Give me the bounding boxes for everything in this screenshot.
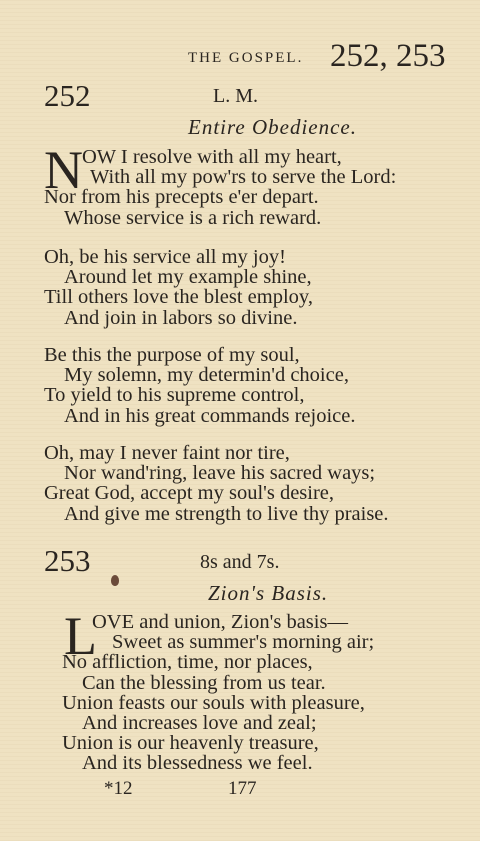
verse-4 (44, 443, 389, 524)
verse-3 (44, 345, 355, 426)
running-head: THE GOSPEL. (188, 50, 304, 66)
ornament-icon (111, 575, 119, 586)
verse-line: Nor from his precepts e'er depart. (44, 186, 319, 209)
verse-line: With all my pow'rs to serve the Lord: (90, 166, 397, 189)
signature-mark: *12 (104, 778, 133, 799)
page-hymn-numbers: 252, 253 (330, 38, 446, 74)
verse-line: Sweet as summer's morning air; (112, 631, 375, 654)
verse-line: Nor wand'ring, leave his sacred ways; (64, 462, 376, 485)
verse-line: And in his great commands rejoice. (64, 404, 356, 427)
verse-line: Great God, accept my soul's desire, (44, 482, 335, 505)
verse-line: Oh, be his service all my joy! (44, 246, 286, 268)
verse-line: Whose service is a rich reward. (64, 206, 322, 229)
verse-2 (44, 247, 313, 328)
hymn-number: 252 (44, 78, 91, 113)
verse-line: And join in labors so divine. (64, 306, 298, 329)
hymn-title: Entire Obedience. (188, 115, 357, 139)
verse-line: No affliction, time, nor places, (62, 651, 313, 674)
verse-line: Can the blessing from us tear. (82, 671, 326, 694)
hymn-number: 253 (44, 543, 91, 578)
verse-line: Till others love the blest employ, (44, 286, 313, 309)
verse-1 (62, 606, 375, 775)
verse-line: Around let my example shine, (64, 266, 312, 289)
verse-line: Oh, may I never faint nor tire, (44, 442, 290, 464)
hymn-meter: L. M. (213, 85, 258, 107)
verse-line: And its blessedness we feel. (82, 752, 313, 775)
verse-line: Be this the purpose of my soul, (44, 344, 300, 366)
drop-cap: N (44, 140, 83, 200)
verse-line: And increases love and zeal; (82, 711, 317, 734)
verse-1 (44, 140, 397, 229)
hymn-title: Zion's Basis. (208, 581, 329, 605)
verse-line: OW I resolve with all my heart, (82, 146, 342, 168)
page-number: 177 (228, 778, 257, 799)
verse-line: Union feasts our souls with pleasure, (62, 691, 365, 714)
verse-line: Union is our heavenly treasure, (62, 732, 319, 755)
drop-cap: L (64, 606, 97, 666)
verse-line: And give me strength to live thy praise. (64, 502, 389, 525)
verse-line: My solemn, my determin'd choice, (64, 364, 349, 387)
hymn-meter: 8s and 7s. (200, 551, 280, 573)
verse-line: OVE and union, Zion's basis— (92, 611, 348, 633)
verse-line: To yield to his supreme control, (44, 384, 305, 407)
